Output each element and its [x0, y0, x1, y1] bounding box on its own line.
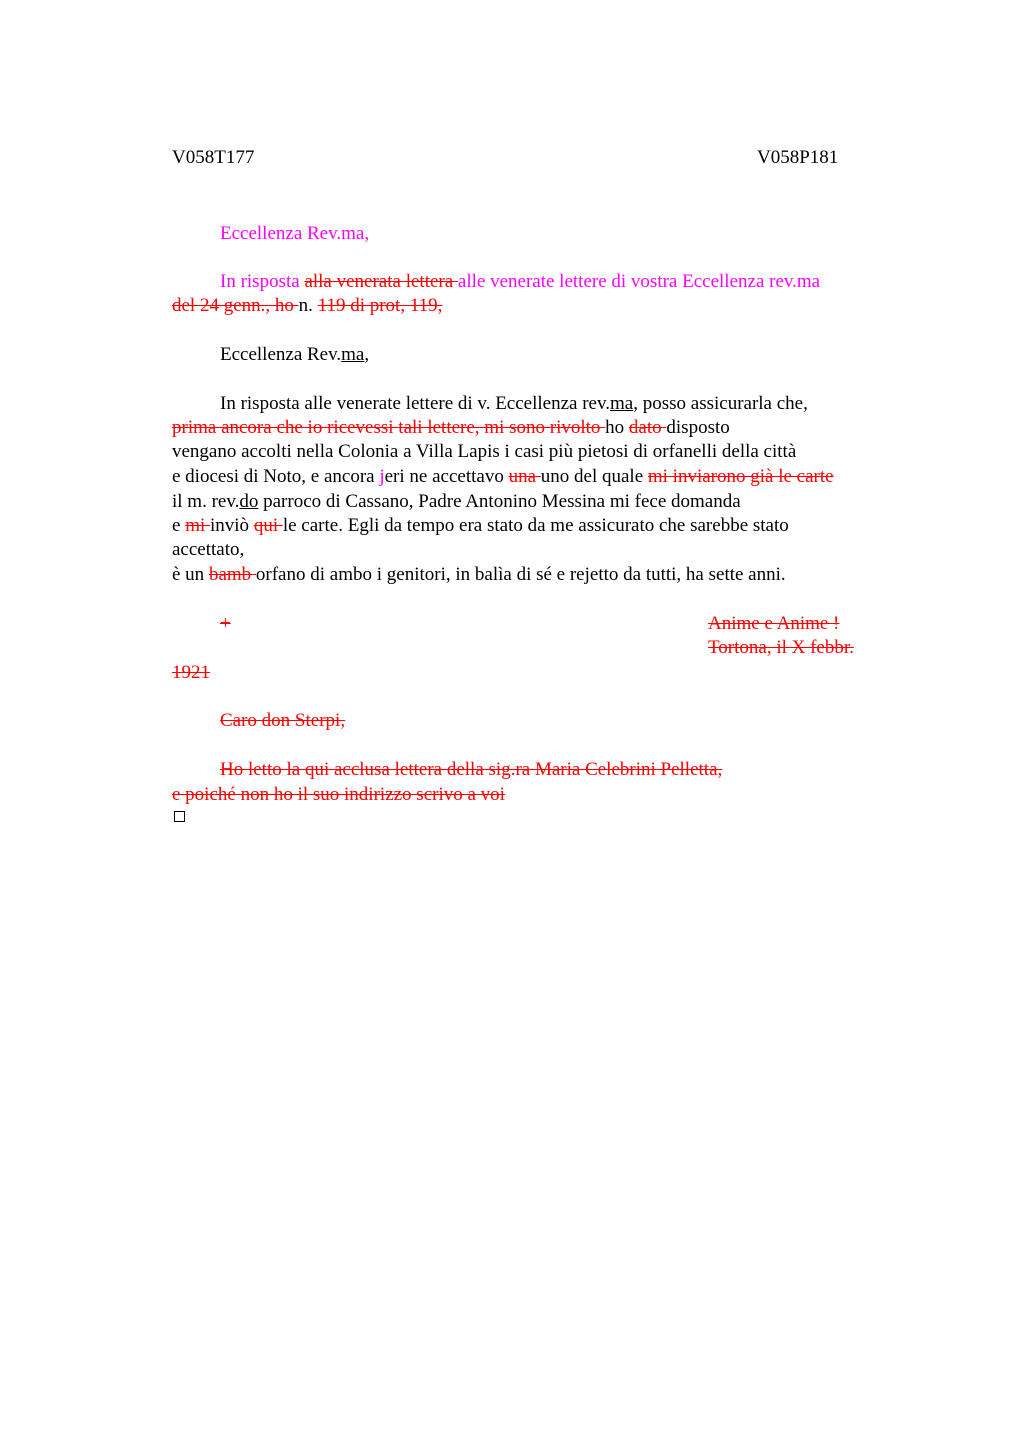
letter-line-1-a: In risposta alle venerate lettere di v. Eccellenza rev.	[220, 393, 610, 414]
letter-line-4-deletion-1: una	[508, 466, 541, 487]
letter-line-8-deletion: bamb	[208, 564, 256, 585]
draft-line-1-text-a: In risposta	[220, 271, 305, 292]
letter-line-8-a: è un	[172, 564, 209, 585]
letter-line-6-deletion-2: qui	[253, 515, 283, 536]
letter-line-6-a: e	[172, 515, 186, 536]
letter-salutation	[220, 343, 369, 367]
letter-line-8-b: orfano di ambo i genitori, in balìa di sé e rejetto da tutti, ha sette anni.	[255, 564, 786, 585]
header-left-code: V058T177	[172, 147, 255, 168]
cancelled-motto: Anime e Anime !	[708, 613, 840, 634]
letter-line-6-b: inviò	[210, 515, 254, 536]
draft-salutation: Eccellenza Rev.ma,	[220, 223, 370, 244]
draft-line-1	[220, 270, 820, 294]
letter-line-2-b: disposto	[666, 417, 730, 438]
letter-line-2-deletion-1: prima ancora che io ricevessi tali lettere, mi sono rivolto	[172, 417, 606, 438]
letter-line-7: accettato,	[172, 539, 245, 560]
end-square-icon	[174, 811, 185, 822]
letter-line-2-a: ho	[605, 417, 629, 438]
letter-salutation-b: ,	[364, 344, 370, 365]
draft-line-2-deletion-1: del 24 genn., ho	[172, 295, 299, 316]
letter-salutation-a: Eccellenza Rev.	[220, 344, 342, 365]
draft-line-2	[172, 294, 442, 318]
draft-line-1-text-b: alle venerate lettere di vostra Eccellenza rev.ma	[457, 271, 821, 292]
letter-line-6-deletion-1: mi	[185, 515, 210, 536]
letter-line-5-a: il m. rev.	[172, 491, 240, 512]
letter-line-1-underlined: ma	[610, 393, 634, 414]
letter-line-4	[172, 465, 834, 489]
letter-line-4-deletion-2: mi inviarono già le carte	[647, 466, 834, 487]
letter-line-1	[220, 392, 808, 416]
letter-line-2	[172, 416, 730, 440]
letter-line-4-c: uno del quale	[540, 466, 648, 487]
cancelled-cross: +	[220, 613, 231, 634]
letter-line-2-deletion-2: dato	[628, 417, 667, 438]
letter-line-8	[172, 563, 786, 587]
cancelled-body-line-2: e poiché non ho il suo indirizzo scrivo a voi	[172, 784, 505, 805]
draft-line-2-deletion-2: 119 di prot, 119,	[317, 295, 443, 316]
letter-line-5-underlined: do	[239, 491, 259, 512]
letter-line-5	[172, 490, 741, 514]
draft-line-2-text: n.	[298, 295, 318, 316]
letter-salutation-underlined: ma	[341, 344, 365, 365]
letter-line-6-c: le carte. Egli da tempo era stato da me assicurato che sarebbe stato	[282, 515, 789, 536]
letter-line-1-b: , posso assicurarla che,	[633, 393, 808, 414]
letter-line-4-a: e diocesi di Noto, e ancora	[172, 466, 380, 487]
cancelled-salutation: Caro don Sterpi,	[220, 710, 346, 731]
cancelled-body-line-1: Ho letto la qui acclusa lettera della sig.ra Maria Celebrini Pelletta,	[220, 759, 723, 780]
cancelled-year: 1921	[172, 662, 210, 683]
header-right-code: V058P181	[757, 147, 839, 168]
letter-line-5-b: parroco di Cassano, Padre Antonino Messina mi fece domanda	[258, 491, 741, 512]
letter-line-4-b: eri ne accettavo	[384, 466, 509, 487]
letter-line-3: vengano accolti nella Colonia a Villa Lapis i casi più pietosi di orfanelli della città	[172, 441, 797, 462]
cancelled-place-date: Tortona, il X febbr.	[708, 637, 854, 658]
draft-line-1-deletion: alla venerata lettera	[304, 271, 458, 292]
letter-line-6	[172, 514, 789, 538]
letter-line-4-insertion: j	[379, 466, 385, 487]
